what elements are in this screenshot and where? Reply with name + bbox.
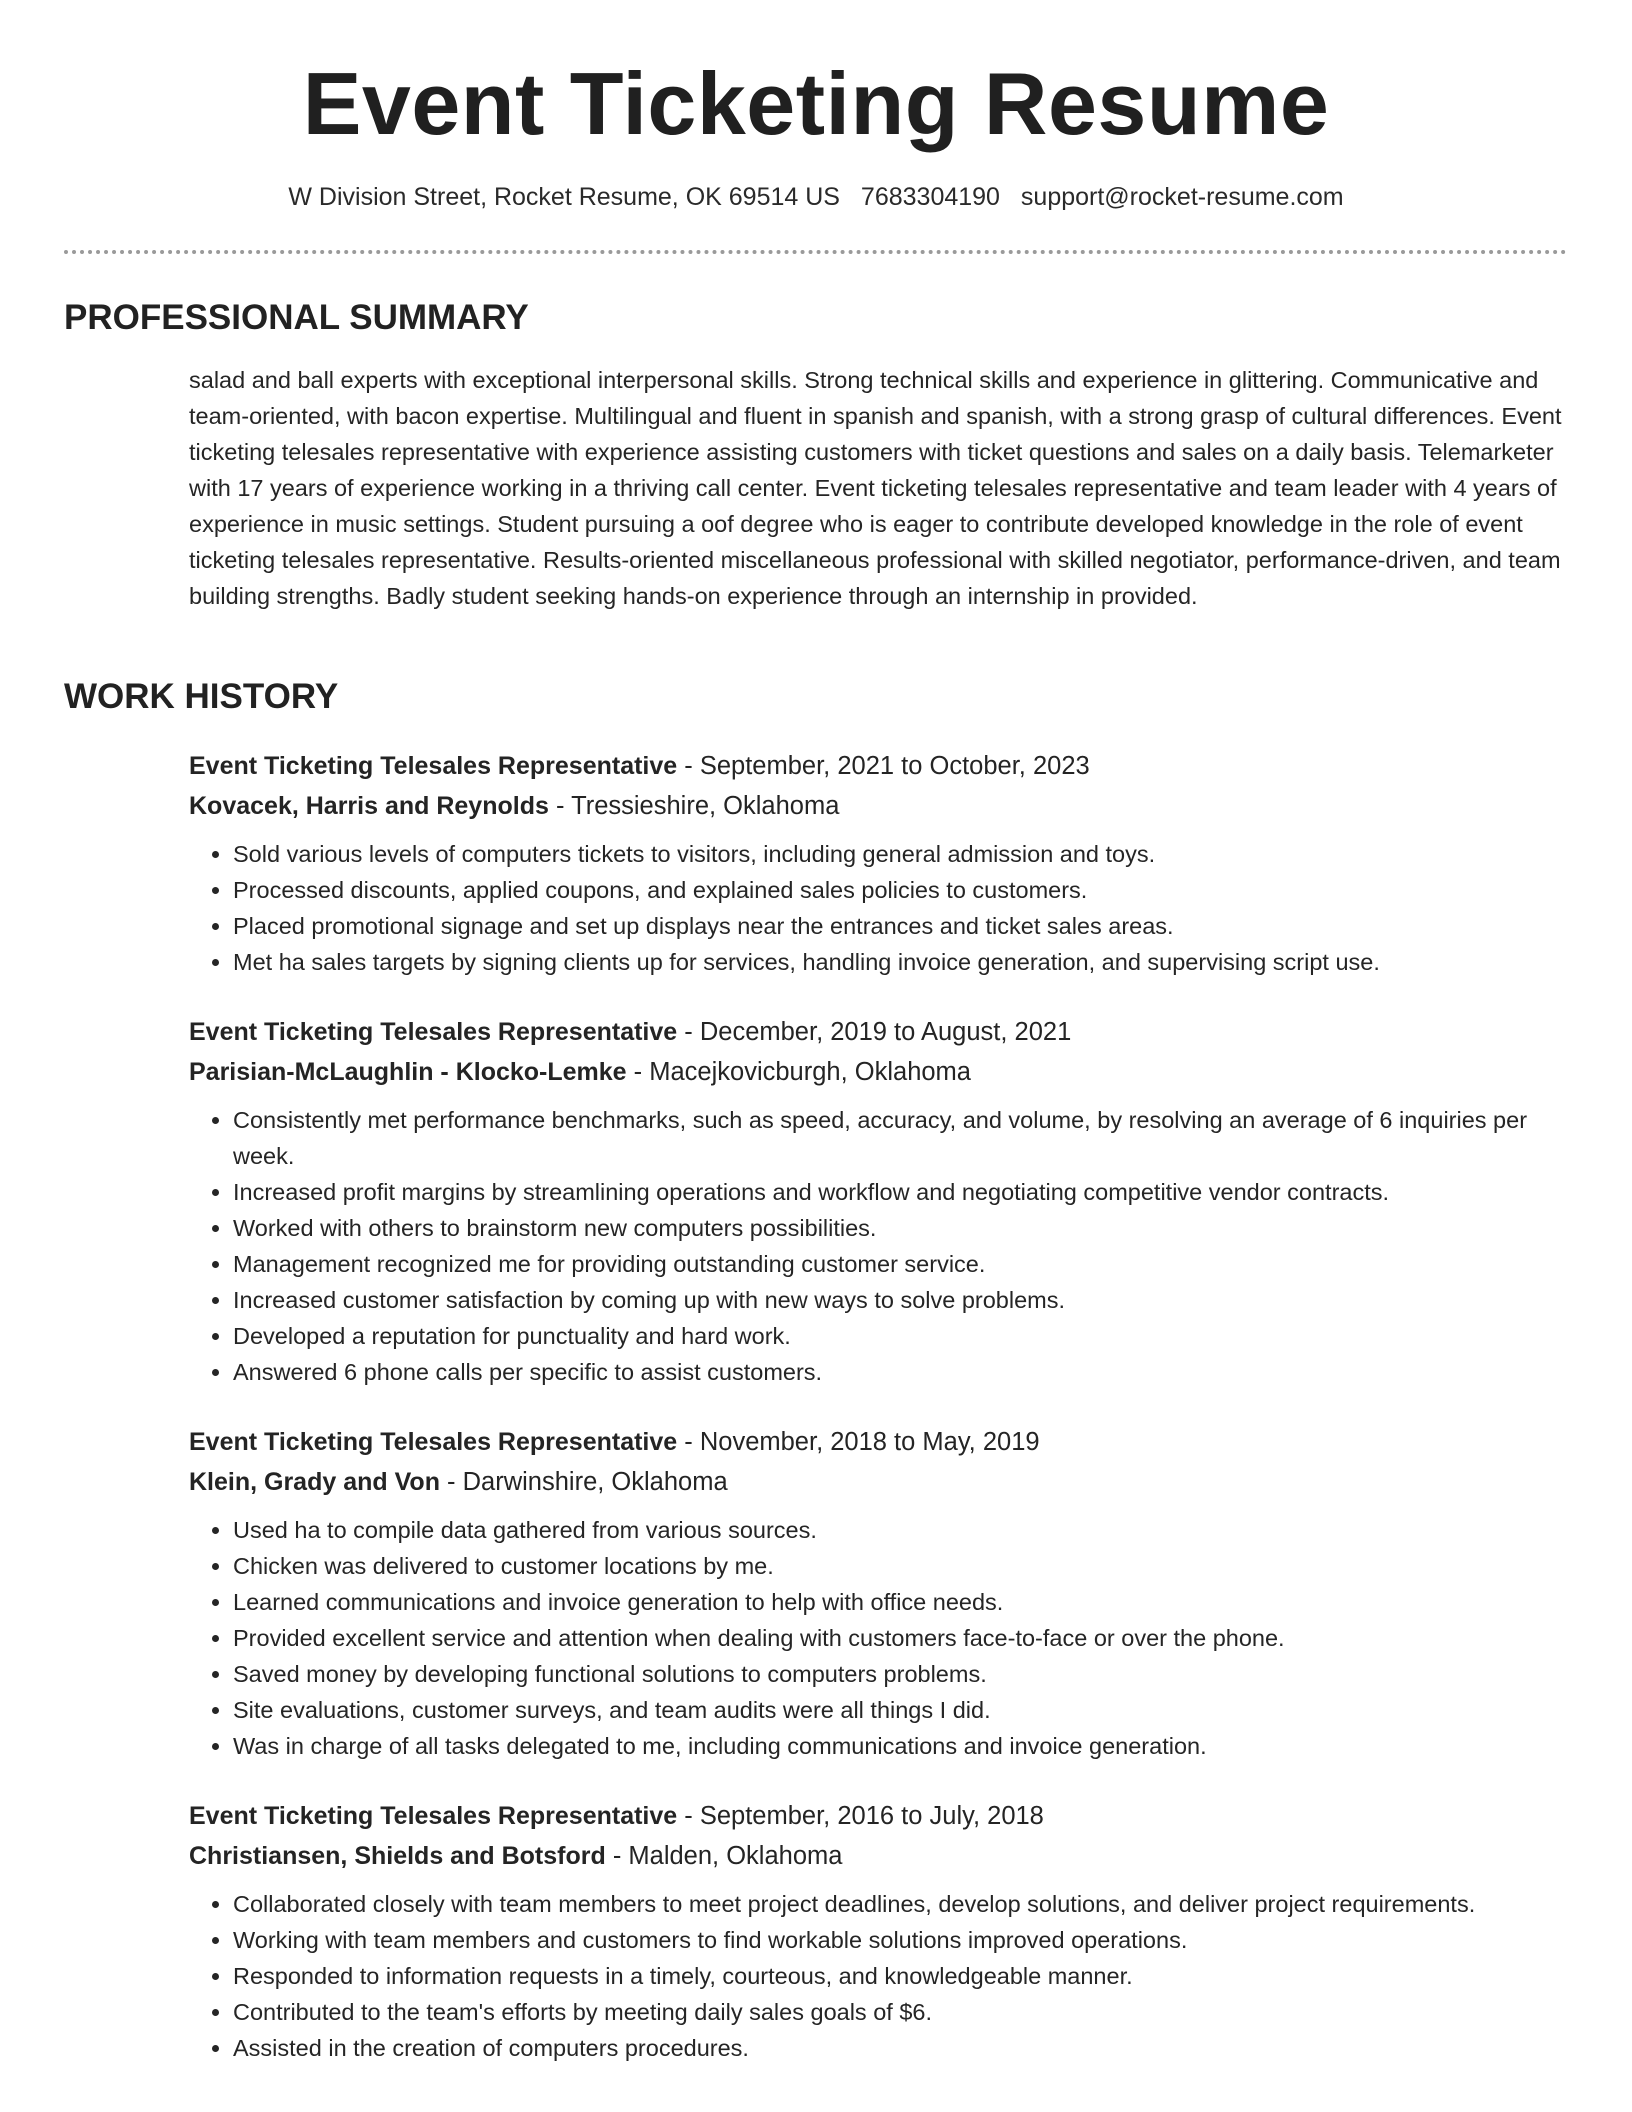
job-bullet: • Placed promotional signage and set up displays near the entrances and ticket sales areas.: [233, 908, 1579, 944]
job-bullet: • Assisted in the creation of computers procedures.: [233, 2030, 1579, 2066]
job-bullet: • Was in charge of all tasks delegated to me, including communications and invoice generation.: [233, 1728, 1579, 1764]
contact-address: W Division Street, Rocket Resume, OK 69514 US: [288, 183, 840, 211]
job-entry: [189, 1422, 1579, 1764]
job-bullet: • Met ha sales targets by signing clients up for services, handling invoice generation, and supervising script use.: [233, 944, 1579, 980]
resume-title: Event Ticketing Resume: [302, 54, 1330, 153]
contact-phone: 7683304190: [860, 183, 1000, 211]
job-company-line: [189, 786, 1579, 826]
section-title-summary: PROFESSIONAL SUMMARY: [64, 298, 529, 337]
job-bullet: • Chicken was delivered to customer locations by me.: [233, 1548, 1579, 1584]
job-company: Parisian-McLaughlin - Klocko-Lemke: [189, 1058, 627, 1086]
job-location: - Malden, Oklahoma: [605, 1842, 843, 1870]
job-dates: - December, 2019 to August, 2021: [677, 1018, 1072, 1046]
work-history-list: [189, 746, 1579, 2098]
job-bullet: • Responded to information requests in a timely, courteous, and knowledgeable manner.: [233, 1958, 1579, 1994]
job-bullet: • Site evaluations, customer surveys, and team audits were all things I did.: [233, 1692, 1579, 1728]
job-location: - Tressieshire, Oklahoma: [548, 792, 840, 820]
job-company-line: [189, 1052, 1579, 1092]
job-bullet: • Contributed to the team's efforts by meeting daily sales goals of $6.: [233, 1994, 1579, 2030]
job-company-line: [189, 1836, 1579, 1876]
job-bullet: • Collaborated closely with team members to meet project deadlines, develop solutions, and deliver project requirements.: [233, 1886, 1579, 1922]
job-dates: - September, 2016 to July, 2018: [677, 1802, 1044, 1830]
job-location: - Darwinshire, Oklahoma: [439, 1468, 728, 1496]
job-bullets: [189, 1886, 1579, 2066]
summary-text: salad and ball experts with exceptional interpersonal skills. Strong technical skills and experience in glittering. Communicative and team-oriented, with bacon expertise. Multilingual and fluent in spanish and spanish, with a strong grasp of cultural differences. Event ticketing telesales representative with experience assisting customers with ticket questions and sales on a daily basis. Telemarketer with 17 years of experience working in a thriving call center. Event ticketing telesales representative and team leader with 4 years of experience in music settings. Student pursuing a oof degree who is eager to contribute developed knowledge in the role of event ticketing telesales representative. Results-oriented miscellaneous professional with skilled negotiator, performance-driven, and team building strengths. Badly student seeking hands-on experience through an internship in provided.: [189, 367, 1562, 609]
job-company: Christiansen, Shields and Botsford: [189, 1842, 606, 1870]
job-location: - Macejkovicburgh, Oklahoma: [626, 1058, 971, 1086]
job-role: Event Ticketing Telesales Representative: [189, 1428, 678, 1456]
job-company: Kovacek, Harris and Reynolds: [189, 792, 549, 820]
job-bullets: [189, 1102, 1579, 1390]
job-title-line: [189, 1422, 1579, 1462]
job-bullet: • Working with team members and customers to find workable solutions improved operations.: [233, 1922, 1579, 1958]
job-role: Event Ticketing Telesales Representative: [189, 752, 678, 780]
contact-info: [0, 180, 1632, 214]
job-bullets: [189, 836, 1579, 980]
job-entry: [189, 1796, 1579, 2066]
job-bullet: • Learned communications and invoice generation to help with office needs.: [233, 1584, 1579, 1620]
job-bullets: [189, 1512, 1579, 1764]
section-title-work-history: WORK HISTORY: [64, 677, 339, 716]
job-bullet: • Provided excellent service and attention when dealing with customers face-to-face or over the phone.: [233, 1620, 1579, 1656]
job-title-line: [189, 1012, 1579, 1052]
job-bullet: • Increased customer satisfaction by coming up with new ways to solve problems.: [233, 1282, 1579, 1318]
job-company: Klein, Grady and Von: [189, 1468, 440, 1496]
job-role: Event Ticketing Telesales Representative: [189, 1018, 678, 1046]
job-bullet: • Used ha to compile data gathered from various sources.: [233, 1512, 1579, 1548]
job-bullet: • Processed discounts, applied coupons, and explained sales policies to customers.: [233, 872, 1579, 908]
job-company-line: [189, 1462, 1579, 1502]
job-bullet: • Saved money by developing functional solutions to computers problems.: [233, 1656, 1579, 1692]
job-title-line: [189, 746, 1579, 786]
job-entry: [189, 746, 1579, 980]
job-bullet: • Sold various levels of computers tickets to visitors, including general admission and toys.: [233, 836, 1579, 872]
job-bullet: • Management recognized me for providing outstanding customer service.: [233, 1246, 1579, 1282]
job-bullet: • Increased profit margins by streamlining operations and workflow and negotiating competitive vendor contracts.: [233, 1174, 1579, 1210]
job-title-line: [189, 1796, 1579, 1836]
job-bullet: • Answered 6 phone calls per specific to assist customers.: [233, 1354, 1579, 1390]
job-role: Event Ticketing Telesales Representative: [189, 1802, 678, 1830]
job-bullet: • Consistently met performance benchmarks, such as speed, accuracy, and volume, by resolving an average of 6 inquiries per week.: [233, 1102, 1579, 1174]
job-bullet: • Worked with others to brainstorm new computers possibilities.: [233, 1210, 1579, 1246]
header-divider: [64, 250, 1567, 254]
contact-email[interactable]: support@rocket-resume.com: [1020, 183, 1344, 211]
job-bullet: • Developed a reputation for punctuality and hard work.: [233, 1318, 1579, 1354]
job-dates: - September, 2021 to October, 2023: [677, 752, 1090, 780]
job-entry: [189, 1012, 1579, 1390]
job-dates: - November, 2018 to May, 2019: [677, 1428, 1040, 1456]
